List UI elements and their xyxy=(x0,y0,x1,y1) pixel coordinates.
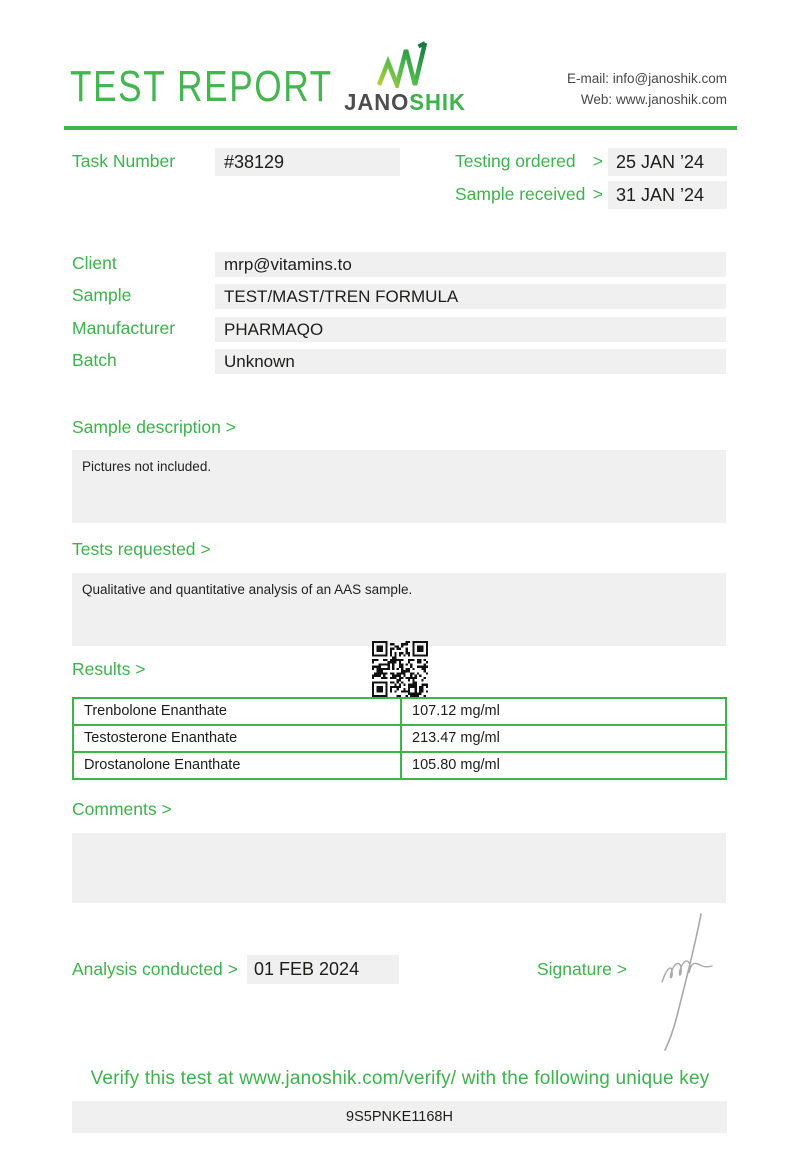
sample-description-heading: Sample description > xyxy=(72,417,236,437)
client-value: mrp@vitamins.to xyxy=(215,252,726,277)
manufacturer-value: PHARMAQO xyxy=(215,317,726,342)
arrow-glyph: > xyxy=(592,184,603,204)
amount-cell: 213.47 mg/ml xyxy=(412,730,500,746)
manufacturer-label: Manufacturer xyxy=(72,318,176,338)
substance-cell: Testosterone Enanthate xyxy=(74,726,402,751)
verify-instruction: Verify this test at www.janoshik.com/verify/ with the following unique key xyxy=(90,1068,710,1089)
unique-key-value: 9S5PNKE1168H xyxy=(72,1101,727,1133)
amount-cell: 105.80 mg/ml xyxy=(412,757,500,773)
arrow-glyph: > xyxy=(592,151,603,171)
tests-requested-heading: Tests requested > xyxy=(72,539,211,559)
sample-received-text: Sample received xyxy=(455,184,586,204)
sample-value: TEST/MAST/TREN FORMULA xyxy=(215,284,726,309)
signature-label: Signature > xyxy=(537,959,627,979)
brand-name-primary: JANO xyxy=(344,89,410,115)
table-row xyxy=(74,724,725,751)
testing-ordered-value: 25 JAN ’24 xyxy=(608,148,727,176)
comments-heading: Comments > xyxy=(72,799,172,819)
analysis-conducted-date: 01 FEB 2024 xyxy=(247,955,399,984)
client-label: Client xyxy=(72,253,117,273)
email-value: info@janoshik.com xyxy=(612,71,727,86)
email-label: E-mail: xyxy=(566,71,609,86)
contact-info xyxy=(567,68,727,110)
testing-ordered-label xyxy=(455,151,603,172)
web-value: www.janoshik.com xyxy=(615,92,727,107)
substance-cell: Drostanolone Enanthate xyxy=(74,753,402,778)
contact-web-line xyxy=(567,89,727,110)
comments-body xyxy=(72,833,726,903)
header-divider xyxy=(64,126,737,130)
table-row xyxy=(74,751,725,778)
sample-label: Sample xyxy=(72,285,132,305)
sample-received-value: 31 JAN ’24 xyxy=(608,181,727,209)
results-table xyxy=(72,697,727,780)
sample-received-label xyxy=(455,184,603,205)
contact-email-line xyxy=(567,68,727,89)
page-title: TEST REPORT xyxy=(70,62,333,111)
signature-handwriting xyxy=(638,908,733,1056)
batch-value: Unknown xyxy=(215,349,726,374)
brand-wordmark xyxy=(338,89,472,116)
testing-ordered-text: Testing ordered xyxy=(455,151,576,171)
chart-growth-icon xyxy=(373,38,437,88)
table-row xyxy=(74,699,725,724)
analysis-conducted-label: Analysis conducted > xyxy=(72,959,238,979)
substance-cell: Trenbolone Enanthate xyxy=(74,699,402,724)
brand-name-accent: SHIK xyxy=(409,89,466,115)
tests-requested-body: Qualitative and quantitative analysis of an AAS sample. xyxy=(72,573,726,646)
batch-label: Batch xyxy=(72,350,117,370)
amount-cell: 107.12 mg/ml xyxy=(412,703,500,719)
web-label: Web: xyxy=(580,92,613,107)
results-heading: Results > xyxy=(72,659,146,679)
task-number-label: Task Number xyxy=(72,151,176,171)
task-number-value: #38129 xyxy=(215,148,400,176)
sample-description-body: Pictures not included. xyxy=(72,450,726,523)
qr-code xyxy=(372,641,428,697)
brand-logo xyxy=(335,38,475,116)
